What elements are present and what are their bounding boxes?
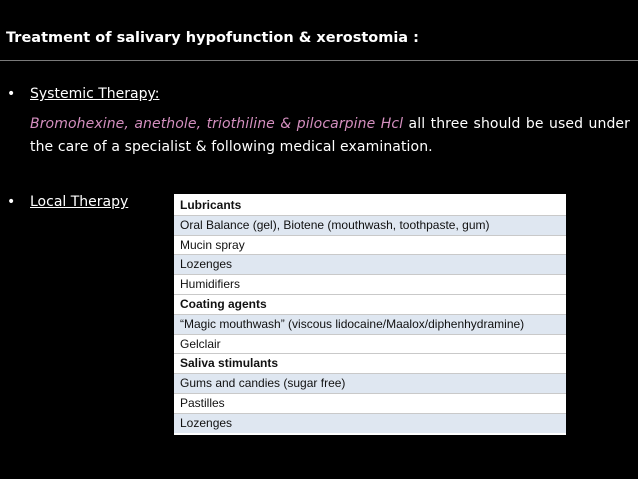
systemic-therapy-label: Systemic Therapy: [30, 86, 155, 102]
systemic-therapy-description: [30, 113, 630, 159]
table-row: Gums and candies (sugar free): [174, 374, 566, 394]
bullet-marker-systemic: •: [7, 86, 16, 102]
table-row: Mucin spray: [174, 236, 566, 256]
table-row: Oral Balance (gel), Biotene (mouthwash, toothpaste, gum): [174, 216, 566, 236]
slide-title: Treatment of salivary hypofunction & xerostomia :: [6, 30, 419, 46]
table-section-heading: Saliva stimulants: [174, 354, 566, 374]
table-row: Humidifiers: [174, 275, 566, 295]
table-row: Gelclair: [174, 335, 566, 355]
table-row: Pastilles: [174, 394, 566, 414]
table-section-heading: Lubricants: [174, 196, 566, 216]
title-divider: [0, 60, 638, 61]
table-section-heading: Coating agents: [174, 295, 566, 315]
systemic-therapy-note: all three should be used under the care of a specialist & following medical examination.: [30, 116, 631, 155]
table-row: Lozenges: [174, 414, 566, 433]
local-therapy-heading: Local Therapy: [30, 194, 129, 210]
systemic-therapy-heading: [30, 86, 160, 102]
systemic-therapy-colon: :: [154, 86, 160, 102]
systemic-drug-list: Bromohexine, anethole, triothiline & pilocarpine Hcl: [30, 116, 404, 132]
local-therapy-table: [174, 194, 566, 435]
table-row: “Magic mouthwash” (viscous lidocaine/Maalox/diphenhydramine): [174, 315, 566, 335]
bullet-marker-local: •: [7, 194, 16, 210]
table-row: Lozenges: [174, 255, 566, 275]
